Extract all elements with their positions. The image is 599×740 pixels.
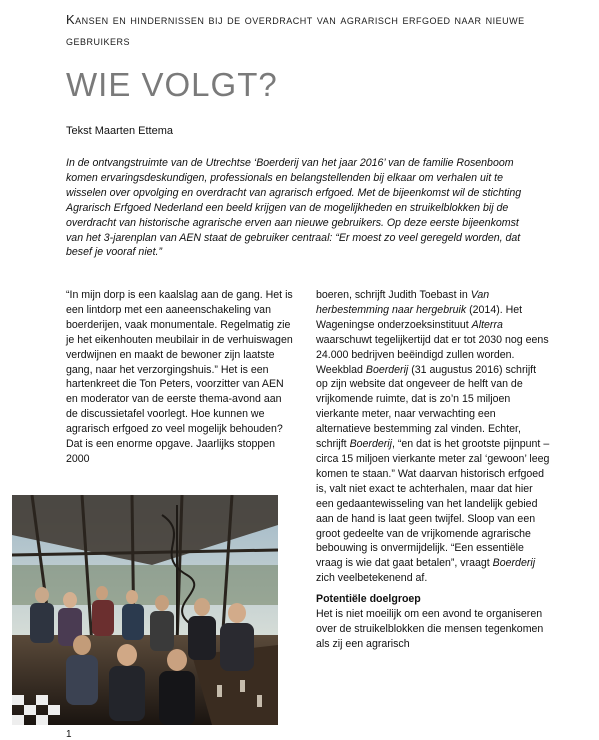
- section-subheading: Potentiële doelgroep: [316, 593, 421, 606]
- body-column-left: [66, 288, 296, 467]
- article-intro: In de ontvangstruimte van de Utrechtse ‘Boerderij van het jaar 2016’ van de familie Rosenboom komen ervaringsdeskundigen, professionals en belangstellenden bij elkaar om verhalen uit te wisselen over opvolging en overdracht van agrarisch erfgoed. Met de bijeenkomst wil de stichting Agrarisch Erfgoed Nederland een beeld krijgen van de mogelijkheden en struikelblokken bij de overdracht van historische agrarische erven aan nieuwe gebruikers. Op deze eerste bijeenkomst van het 3-jarenplan van AEN staat de gebruiker centraal: “Er moest zo veel geregeld worden, dat besef je vooraf niet.”: [66, 157, 522, 259]
- body-column-right: [316, 288, 550, 652]
- body-paragraph: boeren, schrijft Judith Toebast in Van herbestemming naar hergebruik (2014). Het Wageningse onderzoeksinstituut Alterra waarschuwt tegelijkertijd dat er tot 2030 nog eens 24.000 bedrijven beëindigd zullen worden. Weekblad Boerderij (31 augustus 2016) schrijft op zijn website dat ongeveer de helft van de vrijkomende ruimte, dat is zo’n 15 miljoen vierkante meter, naar verwachting een alternatieve bestemming zal vinden. Echter, schrijft Boerderij, “en dat is het grootste pijnpunt – circa 15 miljoen vierkante meter zal ‘gewoon’ leeg komen te staan.” Wat daarvan historisch erfgoed is, valt niet exact te achterhalen, maar dat hier een gedaantewisseling van het landelijk gebied aan de hand is laat geen twijfel. Sloop van een groot gedeelte van de vrijkomende agrarische bebouwing is onvermijdelijk. “Een essentiële vraag is wie dat gaat betalen”, vraagt Boerderij zich veelbetekenend af.: [316, 289, 550, 585]
- article-headline: WIE VOLGT?: [66, 66, 278, 103]
- body-paragraph: Het is niet moeilijk om een avond te organiseren over de struikelblokken die mensen tegenkomen als zij een agrarisch: [316, 608, 544, 650]
- page-number: 1: [66, 729, 72, 740]
- body-paragraph: “In mijn dorp is een kaalslag aan de gang. Het is een lintdorp met een aaneenschakeling van boerderijen, vaak monumentale. Regelmatig zie je het eikenhouten meubilair in de verhuiswagen verdwijnen en maakt de bewoner zijn laatste gang, naar het verzorgingshuis.” Het is een hartenkreet die Ton Peters, voorzitter van AEN en moderator van de eerste thema-avond aan de discussietafel voorlegt. Hoe kunnen we agrarisch erfgoed zo veel mogelijk behouden? Dat is een enorme opgave. Jaarlijks stoppen 2000: [66, 289, 293, 465]
- meeting-photo: [12, 495, 278, 725]
- article-byline: Tekst Maarten Ettema: [66, 125, 173, 137]
- article-kicker: Kansen en hindernissen bij de overdracht van agrarisch erfgoed naar nieuwe gebruikers: [66, 12, 525, 48]
- meeting-photo-illustration: [12, 495, 278, 725]
